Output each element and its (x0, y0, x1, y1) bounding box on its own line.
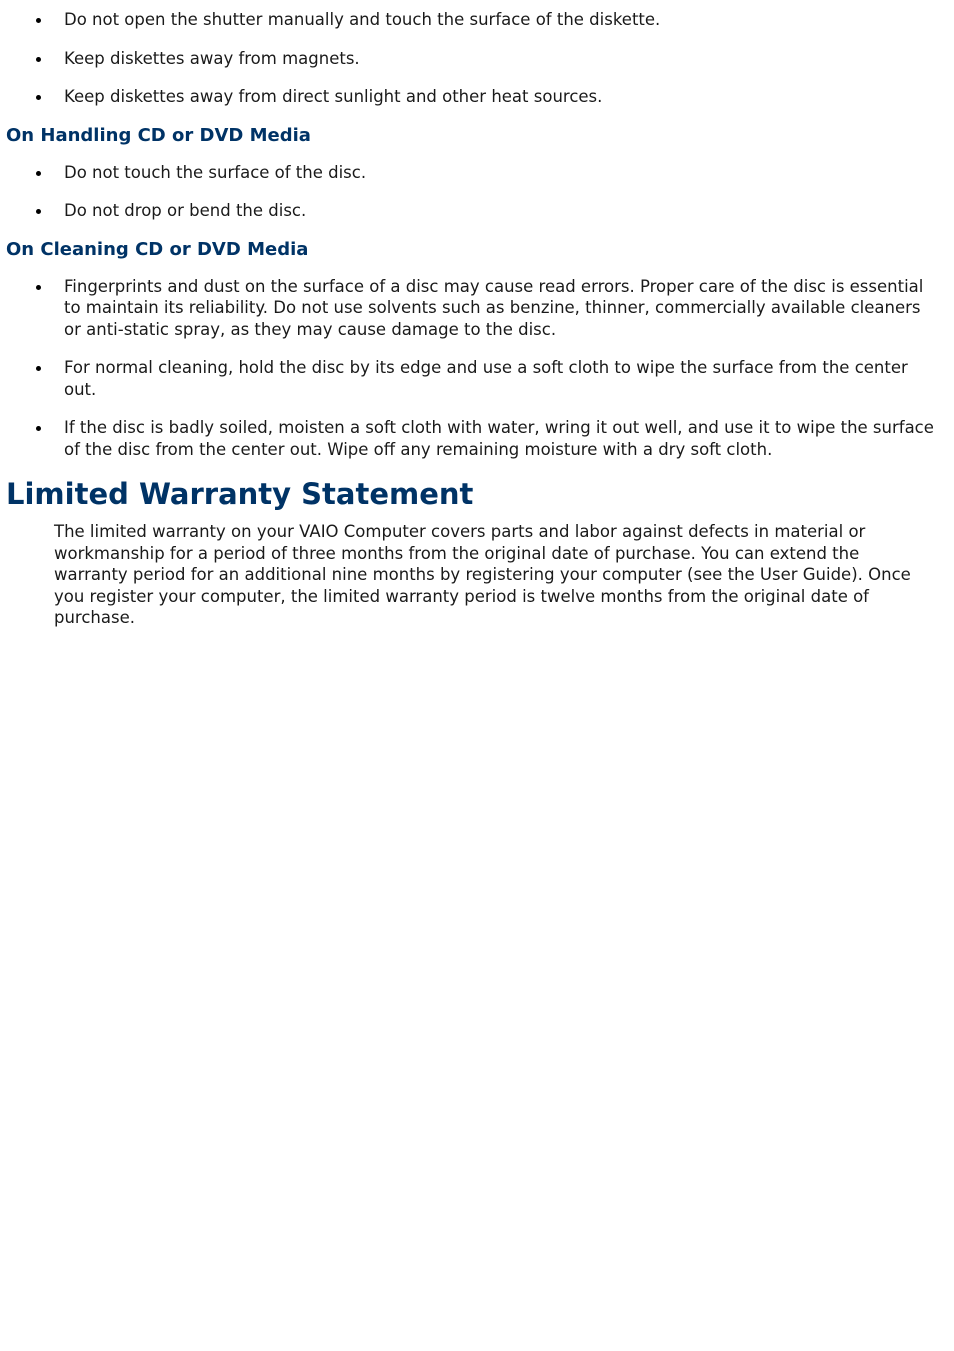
list-item: Keep diskettes away from magnets. (64, 48, 954, 70)
cleaning-list (0, 276, 954, 461)
list-item: Do not touch the surface of the disc. (64, 162, 954, 184)
list-item: Do not drop or bend the disc. (64, 200, 954, 222)
warranty-heading: Limited Warranty Statement (6, 477, 474, 511)
list-item: Fingerprints and dust on the surface of a disc may cause read errors. Proper care of the disc is essential to maintain its reliability. Do not use solvents such as benzine, thinner, commercially available cleaners or anti-static spray, as they may cause damage to the disc. (64, 276, 954, 341)
warranty-paragraph: The limited warranty on your VAIO Computer covers parts and labor against defects in material or workmanship for a period of three months from the original date of purchase. You can extend the warranty period for an additional nine months by registering your computer (see the User Guide). Once you register your computer, the limited warranty period is twelve months from the original date of purchase. (54, 522, 911, 627)
diskette-care-list (0, 0, 954, 108)
list-item: For normal cleaning, hold the disc by its edge and use a soft cloth to wipe the surface from the center out. (64, 357, 954, 400)
handling-list (0, 162, 954, 222)
list-item: Keep diskettes away from direct sunlight and other heat sources. (64, 86, 954, 108)
list-item: If the disc is badly soiled, moisten a soft cloth with water, wring it out well, and use it to wipe the surface of the disc from the center out. Wipe off any remaining moisture with a dry soft cloth. (64, 417, 954, 460)
cleaning-heading: On Cleaning CD or DVD Media (6, 238, 309, 260)
handling-heading: On Handling CD or DVD Media (6, 124, 311, 146)
list-item: Do not open the shutter manually and touch the surface of the diskette. (64, 9, 954, 31)
